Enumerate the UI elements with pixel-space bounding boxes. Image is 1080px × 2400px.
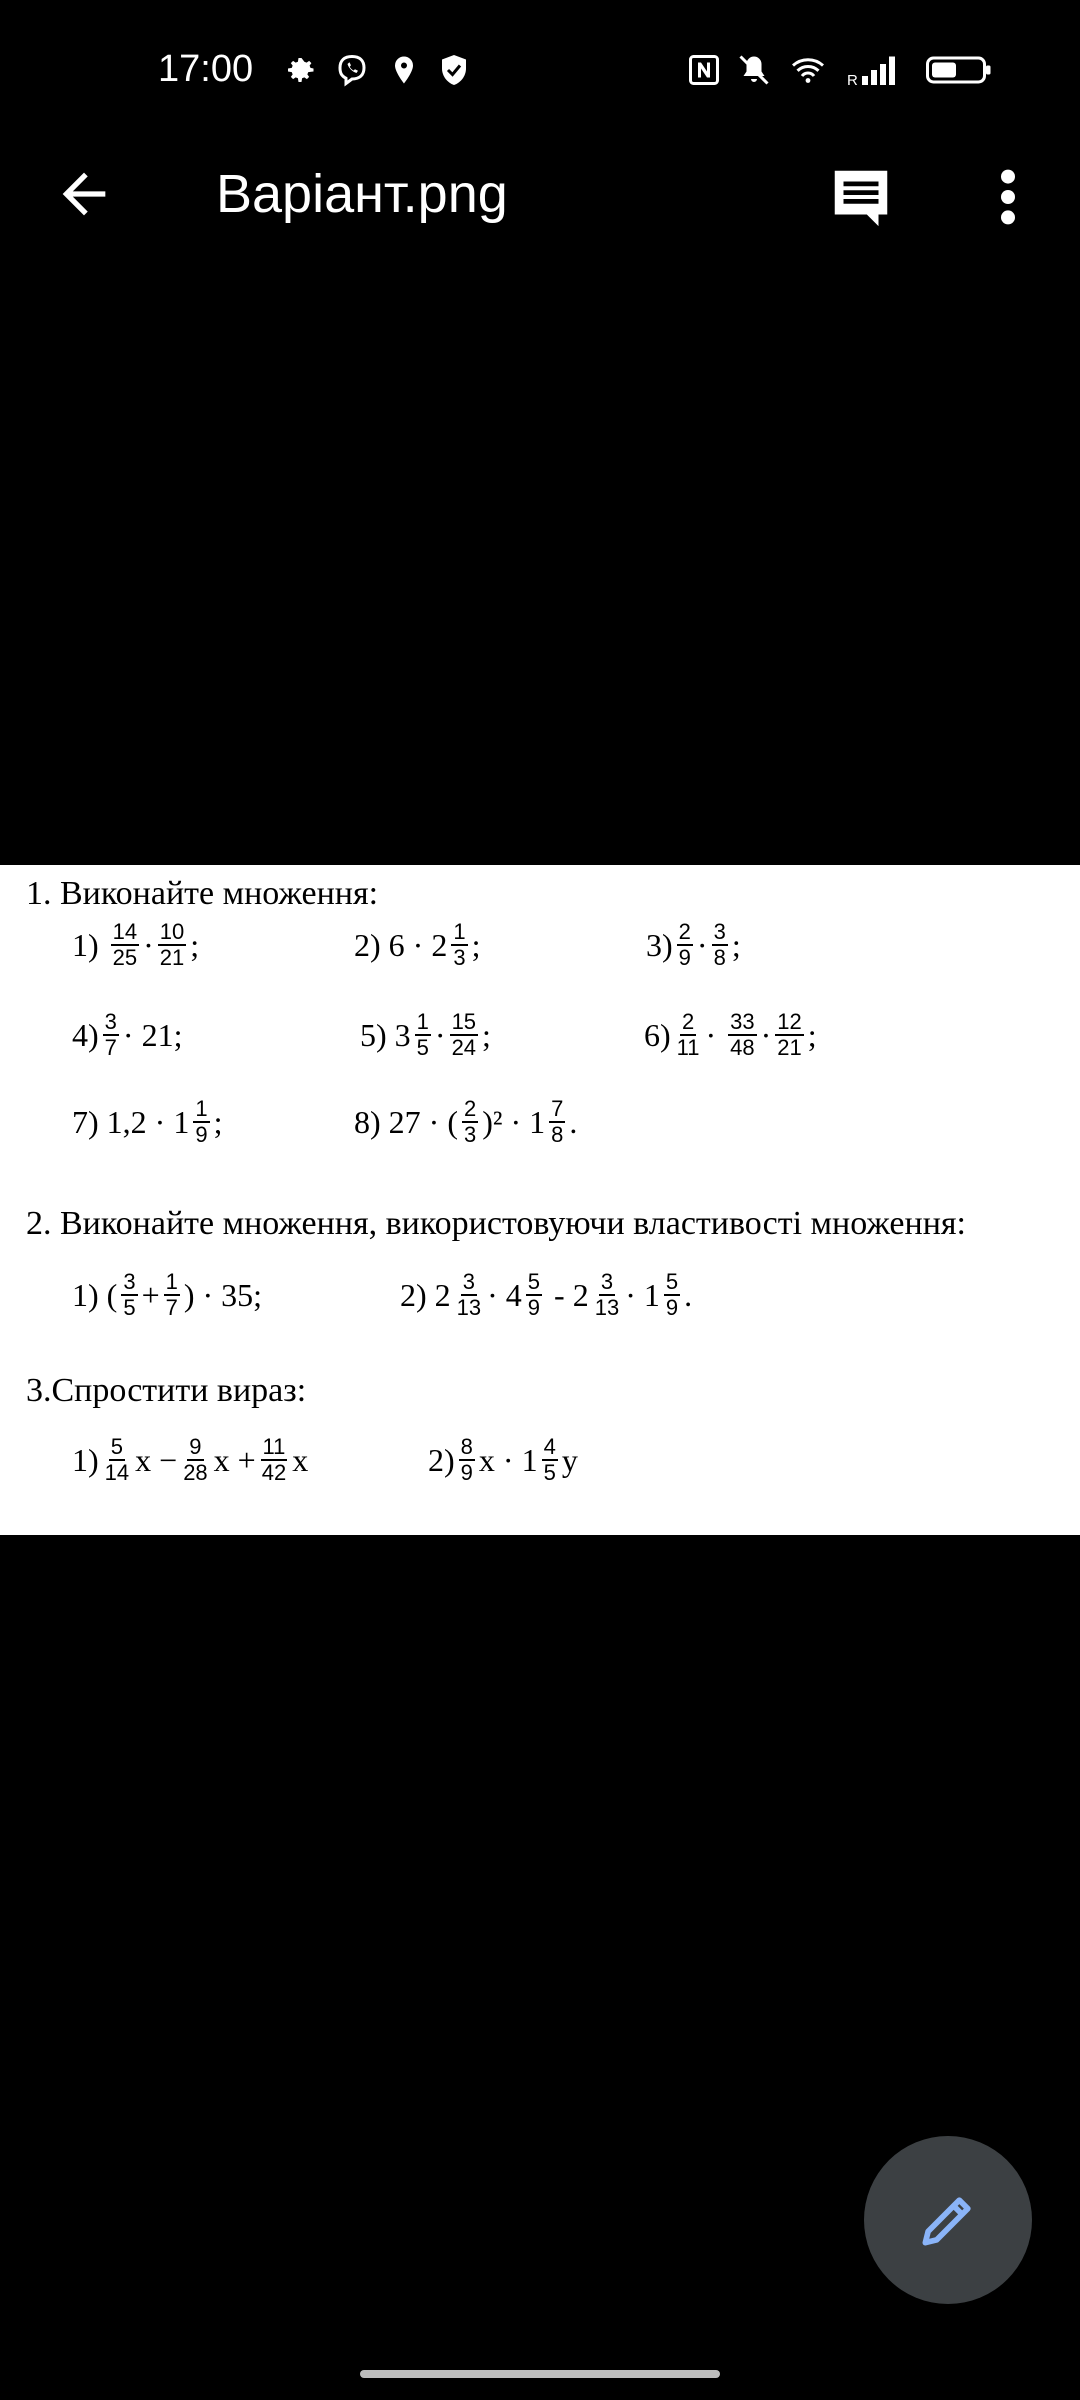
more-vert-icon[interactable] bbox=[980, 162, 1036, 232]
fraction: $\frac{5}{14}$ bbox=[104, 1434, 130, 1485]
task-1-item-1: 1) $\frac{14}{25}$ · $\frac{10}{21}$ ; bbox=[72, 919, 200, 970]
fraction: $\frac{9}{28}$ bbox=[183, 1434, 208, 1485]
fraction: $\frac{5}{9}$ bbox=[527, 1269, 541, 1320]
status-time: 17:00 bbox=[158, 48, 254, 90]
location-icon bbox=[386, 52, 422, 88]
status-bar bbox=[0, 0, 1080, 140]
settings-icon bbox=[282, 52, 318, 88]
task-3-item-1: 1) $\frac{5}{14}$ x − $\frac{9}{28}$ x + $\frac{11}{42}$ x bbox=[72, 1434, 309, 1485]
task-3-heading: 3.Спростити вираз: bbox=[26, 1372, 307, 1409]
comment-icon[interactable] bbox=[826, 162, 896, 232]
app-bar bbox=[0, 140, 1080, 250]
svg-text:R: R bbox=[847, 72, 858, 88]
fraction: $\frac{2}{9}$ bbox=[678, 919, 691, 970]
task-1-item-3: 3) $\frac{2}{9}$ · $\frac{3}{8}$ ; bbox=[646, 919, 741, 970]
back-arrow-icon[interactable] bbox=[52, 162, 116, 226]
fraction: $\frac{4}{5}$ bbox=[543, 1434, 556, 1485]
mute-icon bbox=[736, 52, 772, 88]
edit-button[interactable] bbox=[864, 2136, 1032, 2304]
fraction: $\frac{2}{11}$ bbox=[676, 1009, 700, 1060]
fraction: $\frac{3}{7}$ bbox=[104, 1009, 117, 1060]
document-image[interactable] bbox=[0, 865, 1080, 1535]
file-title: Варіант.png bbox=[216, 164, 508, 224]
fraction: $\frac{1}{9}$ bbox=[195, 1096, 208, 1147]
task-2-heading: 2. Виконайте множення, використовуючи властивості множення: bbox=[26, 1205, 966, 1242]
task-1-item-5: 5) 3 $\frac{1}{5}$ · $\frac{15}{24}$ ; bbox=[360, 1009, 491, 1060]
task-2-item-1: 1) ( $\frac{3}{5}$ + $\frac{1}{7}$ ) · 35; bbox=[72, 1269, 263, 1320]
task-2-item-2: 2) 2 $\frac{3}{13}$ · 4 $\frac{5}{9}$ - 2 $\frac{3}{13}$ · 1 $\frac{5}{9}$ . bbox=[400, 1269, 693, 1320]
fraction: $\frac{5}{9}$ bbox=[665, 1269, 679, 1320]
fraction: $\frac{3}{13}$ bbox=[594, 1269, 620, 1320]
fraction: $\frac{8}{9}$ bbox=[460, 1434, 473, 1485]
task-1-heading: 1. Виконайте множення: bbox=[26, 875, 379, 912]
fraction: $\frac{3}{5}$ bbox=[123, 1269, 136, 1320]
fraction: $\frac{2}{3}$ bbox=[463, 1096, 477, 1147]
fraction: $\frac{14}{25}$ bbox=[112, 919, 138, 970]
task-1-item-7: 7) 1,2 · 1 $\frac{1}{9}$ ; bbox=[72, 1096, 223, 1147]
task-1-item-4: 4) $\frac{3}{7}$ · 21; bbox=[72, 1009, 183, 1060]
fraction: $\frac{33}{48}$ bbox=[730, 1009, 755, 1060]
fraction: $\frac{3}{8}$ bbox=[713, 919, 726, 970]
edit-pencil-icon bbox=[914, 2186, 982, 2254]
fraction: $\frac{10}{21}$ bbox=[159, 919, 185, 970]
item-number: 1) bbox=[72, 926, 99, 963]
wifi-icon bbox=[790, 52, 826, 88]
battery-icon bbox=[924, 52, 994, 88]
fraction: $\frac{1}{3}$ bbox=[453, 919, 466, 970]
fraction: $\frac{7}{8}$ bbox=[551, 1096, 564, 1147]
shield-icon bbox=[436, 52, 472, 88]
signal-icon bbox=[846, 52, 902, 88]
fraction: $\frac{1}{7}$ bbox=[165, 1269, 178, 1320]
fraction: $\frac{3}{13}$ bbox=[456, 1269, 482, 1320]
task-1-item-2: 2) 6 · 2 $\frac{1}{3}$ ; bbox=[354, 919, 481, 970]
task-1-item-8: 8) 27 · ( $\frac{2}{3}$ )² · 1 $\frac{7}{8}$ . bbox=[354, 1096, 578, 1147]
fraction: $\frac{11}{42}$ bbox=[261, 1434, 287, 1485]
viber-icon bbox=[334, 52, 370, 88]
task-3-item-2: 2) $\frac{8}{9}$ x · 1 $\frac{4}{5}$ y bbox=[428, 1434, 578, 1485]
fraction: $\frac{12}{21}$ bbox=[777, 1009, 802, 1060]
gesture-nav-bar[interactable] bbox=[360, 2370, 720, 2378]
fraction: $\frac{1}{5}$ bbox=[416, 1009, 429, 1060]
nfc-icon bbox=[686, 52, 722, 88]
fraction: $\frac{15}{24}$ bbox=[451, 1009, 477, 1060]
task-1-item-6: 6) $\frac{2}{11}$ · $\frac{33}{48}$ · $\frac{12}{21}$ ; bbox=[644, 1009, 817, 1060]
